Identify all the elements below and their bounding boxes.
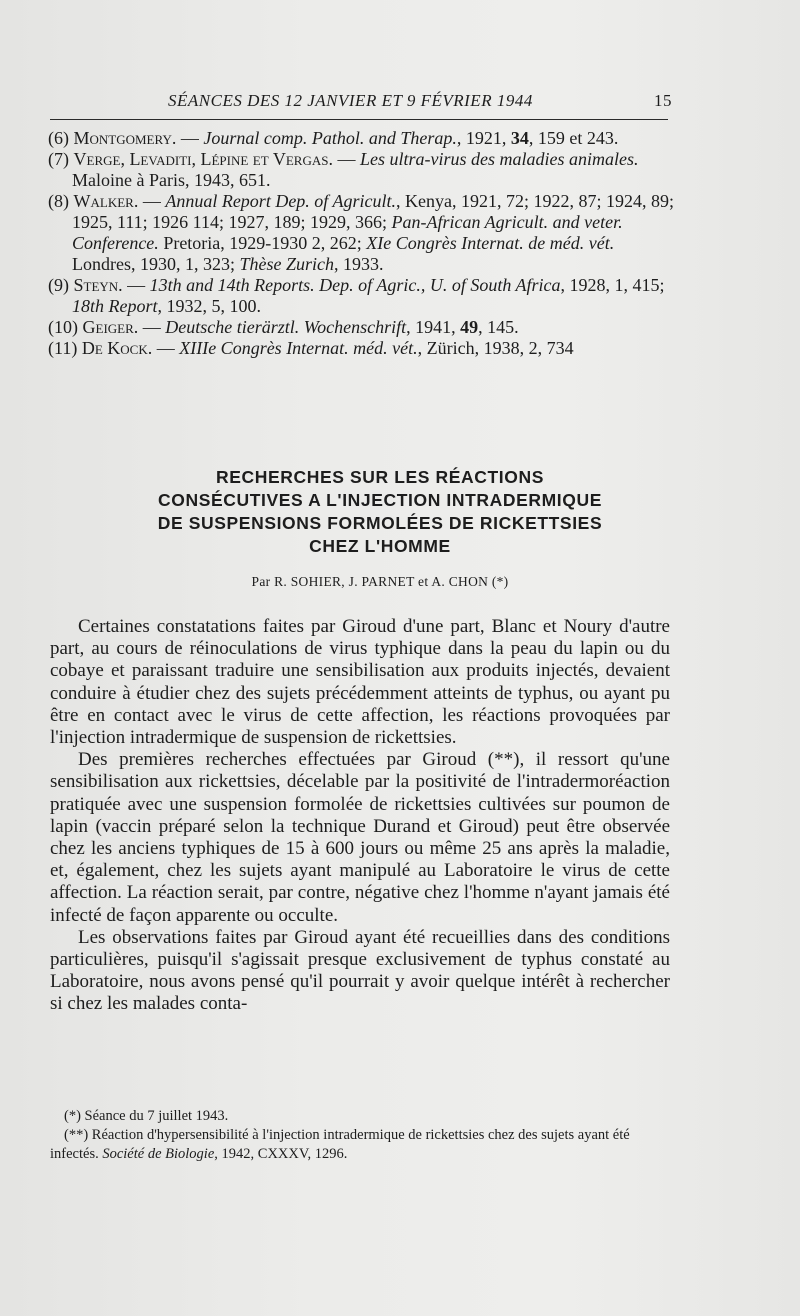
footnote: (*) Séance du 7 juillet 1943. xyxy=(64,1108,229,1124)
reference-journal: Journal comp. Pathol. and Therap. xyxy=(203,128,457,148)
footnotes xyxy=(50,1107,670,1164)
article-title xyxy=(100,466,660,558)
body-paragraph: Certaines constatations faites par Giroud d'une part, Blanc et Noury d'autre part, au cours de réinoculations de virus typhique dans la peau du lapin ou du cobaye et paraissant traduire une sensibilisation aux produits injectés, devaient conduire à étudier chez des sujets précédemment atteints de typhus, ou ayant pu être en contact avec le virus de cette affection, les réactions provoquées par l'injection intradermique de suspension de rickettsies. xyxy=(50,616,670,749)
reference-journal: XIIIe Congrès Internat. méd. vét. xyxy=(179,338,418,358)
body-paragraph: Des premières recherches effectuées par Giroud (**), il ressort qu'une sensibilisation aux rickettsies, décelable par la positivité de l'intradermoréaction pratiquée avec une suspension formolée de rickettsies cultivées sur poumon de lapin (vaccin préparé selon la technique Durand et Giroud) peut être observée chez les anciens typhiques de 15 à 600 jours ou même 25 ans après la maladie, et, également, chez les sujets ayant manipulé au Laboratoire le virus de cette affection. La réaction serait, par contre, négative chez l'homme n'ayant jamais été infecté de façon apparente ou occulte. xyxy=(50,749,670,926)
footnote: (**) Réaction d'hypersensibilité à l'injection intradermique de rickettsies chez des sujets ayant été infectés. Société de Biologie, 1942, CXXXV, 1296. xyxy=(50,1127,630,1162)
article-body xyxy=(50,616,670,1016)
reference-item: (7) Verge, Levaditi, Lépine et Vergas. — Les ultra-virus des maladies animales. Maloine à Paris, 1943, 651. xyxy=(48,149,639,190)
reference-journal: Les ultra-virus des maladies animales. xyxy=(359,149,639,169)
reference-item: (10) Geiger. — Deutsche tierärztl. Wochenschrift, 1941, 49, 145. xyxy=(48,317,519,337)
reference-author: Geiger. xyxy=(82,317,139,337)
article-title-line: CHEZ L'HOMME xyxy=(309,536,451,556)
reference-author: Verge, Levaditi, Lépine et Vergas. xyxy=(73,149,333,169)
reference-journal: Deutsche tierärztl. Wochenschrift xyxy=(165,317,407,337)
reference-item: (8) Walker. — Annual Report Dep. of Agricult., Kenya, 1921, 72; 1922, 87; 1924, 89; 1925, 111; 1926 114; 1927, 189; 1929, 366; Pan-African Agricult. and veter. Conference. Pretoria, 1929-1930 2, 262; XIe Congrès Internat. de méd. vét. Londres, 1930, 1, 323; Thèse Zurich, 1933. xyxy=(48,191,674,274)
reference-item: (9) Steyn. — 13th and 14th Reports. Dep. of Agric., U. of South Africa, 1928, 1, 415; 18th Report, 1932, 5, 100. xyxy=(48,275,665,316)
header-rule xyxy=(50,119,668,120)
article-title-line: CONSÉCUTIVES A L'INJECTION INTRADERMIQUE xyxy=(158,490,602,510)
reference-author: Montgomery. xyxy=(73,128,177,148)
reference-journal: Annual Report Dep. of Agricult. xyxy=(165,191,396,211)
running-title: SÉANCES DES 12 JANVIER ET 9 FÉVRIER 1944 xyxy=(168,91,533,110)
reference-list xyxy=(48,128,678,359)
article-title-line: DE SUSPENSIONS FORMOLÉES DE RICKETTSIES xyxy=(157,513,603,533)
page-number: 15 xyxy=(654,91,672,110)
byline: Par R. SOHIER, J. PARNET et A. CHON (*) xyxy=(251,574,509,589)
reference-author: Steyn. xyxy=(73,275,123,295)
reference-journal: 13th and 14th Reports. Dep. of Agric., U. of South Africa xyxy=(149,275,561,295)
reference-item: (6) Montgomery. — Journal comp. Pathol. and Therap., 1921, 34, 159 et 243. xyxy=(48,128,619,148)
reference-author: De Kock. xyxy=(81,338,153,358)
body-paragraph: Les observations faites par Giroud ayant été recueillies dans des conditions particulières, puisqu'il s'agissait presque exclusivement de typhus constaté au Laboratoire, nous avons pensé qu'il pourrait y avoir quelque intérêt à rechercher si chez les malades conta- xyxy=(50,926,670,1015)
article-title-line: RECHERCHES SUR LES RÉACTIONS xyxy=(216,467,544,487)
reference-item: (11) De Kock. — XIIIe Congrès Internat. méd. vét., Zürich, 1938, 2, 734 xyxy=(48,338,574,358)
reference-author: Walker. xyxy=(73,191,139,211)
